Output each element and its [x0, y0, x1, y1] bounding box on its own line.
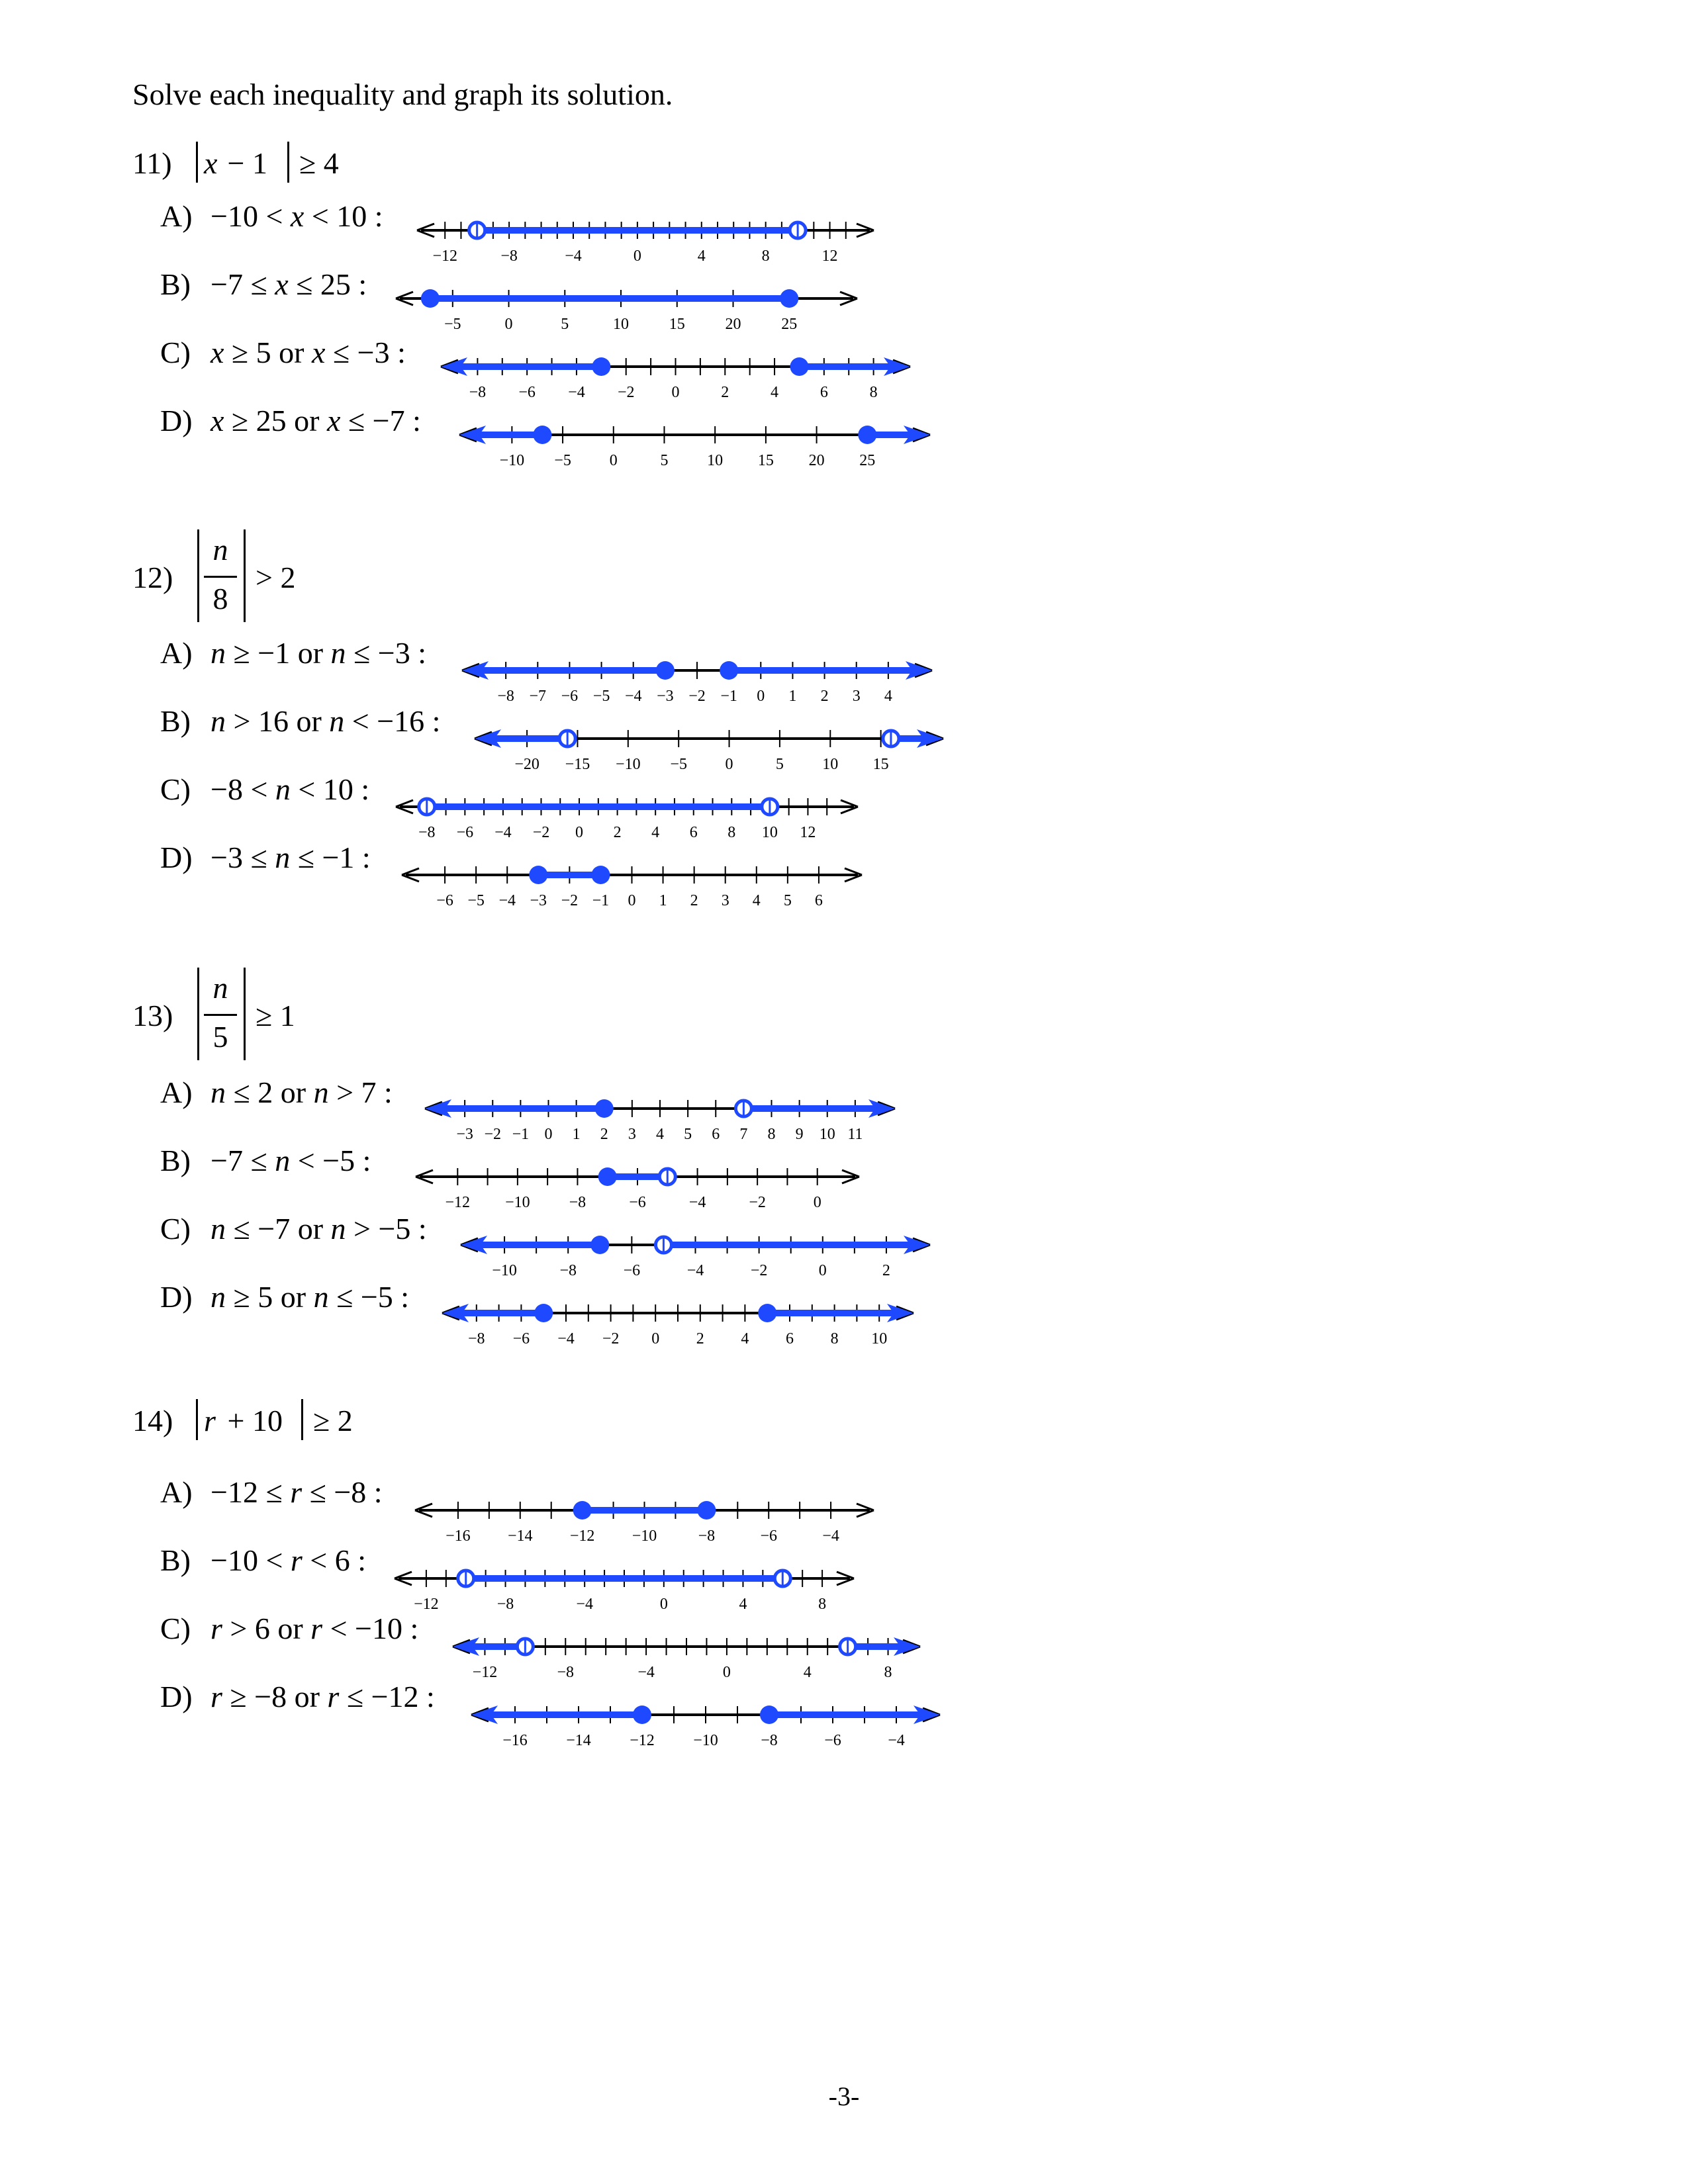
- tick-label: −16: [502, 1732, 528, 1749]
- tick-label: −2: [602, 1330, 620, 1347]
- tick-label: 2: [600, 1126, 608, 1143]
- tick-label: 5: [684, 1126, 692, 1143]
- closed-endpoint: [720, 661, 738, 680]
- tick-label: −3: [530, 892, 547, 909]
- answer-choice-b[interactable]: [160, 704, 440, 739]
- tick-label: 0: [659, 1596, 668, 1613]
- tick-label: −12: [445, 1194, 471, 1211]
- choice-inequality: n ≤ 2 or n > 7 :: [211, 1075, 393, 1109]
- tick-label: −8: [497, 688, 514, 705]
- closed-endpoint: [592, 357, 610, 376]
- tick-label: −1: [720, 688, 737, 705]
- choice-letter: C): [160, 772, 191, 806]
- tick-label: 1: [572, 1126, 581, 1143]
- tick-label: −8: [559, 1262, 577, 1279]
- closed-endpoint: [598, 1167, 617, 1186]
- tick-label: −4: [565, 248, 582, 265]
- closed-endpoint: [633, 1706, 651, 1724]
- choice-letter: C): [160, 1612, 191, 1645]
- tick-label: 0: [504, 316, 513, 333]
- tick-label: 5: [775, 756, 784, 773]
- number-line: [405, 1089, 915, 1142]
- choice-letter: D): [160, 404, 193, 437]
- problem-number: 13): [132, 999, 173, 1032]
- abs-bar-left: [197, 529, 199, 622]
- tick-label: −15: [565, 756, 590, 773]
- tick-label: 8: [818, 1596, 827, 1613]
- number-line: [421, 347, 930, 400]
- tick-label: 1: [788, 688, 797, 705]
- tick-label: 5: [783, 892, 792, 909]
- choice-letter: D): [160, 1280, 193, 1314]
- answer-choice-c[interactable]: [160, 335, 406, 370]
- tick-label: −6: [512, 1330, 530, 1347]
- tick-label: −8: [761, 1732, 778, 1749]
- tick-label: 0: [628, 892, 636, 909]
- answer-choice-a[interactable]: [160, 1475, 383, 1510]
- tick-label: 25: [859, 452, 876, 469]
- tick-label: −10: [492, 1262, 517, 1279]
- tick-label: 2: [696, 1330, 704, 1347]
- tick-label: −2: [532, 824, 550, 841]
- fraction-bar: [204, 1014, 237, 1016]
- tick-label: −6: [760, 1527, 777, 1545]
- tick-label: 0: [575, 824, 584, 841]
- tick-label: 3: [721, 892, 729, 909]
- tick-label: −5: [670, 756, 687, 773]
- tick-label: 9: [795, 1126, 804, 1143]
- closed-endpoint: [590, 1236, 609, 1254]
- tick-label: 12: [800, 824, 816, 841]
- variable: x: [204, 146, 218, 180]
- choice-inequality: −3 ≤ n ≤ −1 :: [211, 841, 371, 874]
- tick-label: 0: [651, 1330, 660, 1347]
- tick-label: −8: [698, 1527, 716, 1545]
- tick-label: −2: [617, 384, 635, 401]
- tick-label: 8: [830, 1330, 839, 1347]
- tick-label: −12: [414, 1596, 439, 1613]
- relation: ≥ 1: [256, 999, 295, 1032]
- tick-label: 10: [819, 1126, 835, 1143]
- tick-label: 0: [818, 1262, 827, 1279]
- tick-label: 15: [669, 316, 685, 333]
- tick-label: 0: [544, 1126, 553, 1143]
- fraction-bar: [204, 576, 237, 578]
- choice-inequality: −8 < n < 10 :: [211, 772, 370, 806]
- abs-bar-right: [244, 529, 246, 622]
- choice-inequality: r > 6 or r < −10 :: [211, 1612, 419, 1645]
- tick-label: −12: [432, 248, 457, 265]
- closed-endpoint: [656, 661, 675, 680]
- problem-number: 14): [132, 1404, 173, 1437]
- tick-label: −4: [822, 1527, 839, 1545]
- closed-endpoint: [591, 866, 610, 884]
- tick-label: 6: [712, 1126, 720, 1143]
- tick-label: −4: [686, 1262, 704, 1279]
- answer-choice-b[interactable]: [160, 267, 367, 302]
- abs-bar-right: [244, 968, 246, 1060]
- tick-label: −2: [749, 1194, 766, 1211]
- closed-endpoint: [534, 1304, 553, 1322]
- page-number: -3-: [828, 2081, 860, 2111]
- choice-letter: C): [160, 1212, 191, 1246]
- tick-label: −7: [529, 688, 547, 705]
- tick-label: −10: [616, 756, 641, 773]
- closed-endpoint: [697, 1501, 716, 1520]
- tick-label: 0: [813, 1194, 821, 1211]
- tick-label: −6: [436, 892, 453, 909]
- choice-letter: B): [160, 267, 191, 301]
- numerator: n: [212, 971, 228, 1005]
- tick-label: −8: [569, 1194, 586, 1211]
- tick-label: 8: [884, 1664, 892, 1681]
- abs-bar-left: [197, 968, 199, 1060]
- tick-label: 4: [651, 824, 660, 841]
- tick-label: −20: [514, 756, 539, 773]
- tick-label: 5: [561, 316, 569, 333]
- number-line: [375, 1559, 874, 1612]
- tick-label: 4: [656, 1126, 664, 1143]
- tick-label: −1: [592, 892, 610, 909]
- tick-label: 3: [852, 688, 861, 705]
- tick-label: 6: [689, 824, 698, 841]
- tick-label: 6: [820, 384, 828, 401]
- choice-letter: A): [160, 1075, 193, 1109]
- choice-inequality: −7 ≤ x ≤ 25 :: [211, 267, 367, 301]
- answer-choice-c[interactable]: [160, 772, 369, 807]
- number-line: [396, 1157, 879, 1210]
- tick-label: −5: [444, 316, 461, 333]
- tick-label: −5: [592, 688, 610, 705]
- closed-endpoint: [780, 289, 798, 308]
- tick-label: −10: [693, 1732, 718, 1749]
- number-line: [441, 1225, 950, 1278]
- tick-label: 2: [820, 688, 829, 705]
- tick-label: −16: [445, 1527, 471, 1545]
- tick-label: −6: [518, 384, 536, 401]
- tick-label: −8: [500, 248, 518, 265]
- choice-letter: A): [160, 199, 193, 233]
- tick-label: 2: [690, 892, 698, 909]
- relation: ≥ 4: [299, 146, 339, 180]
- choice-inequality: x ≥ 25 or x ≤ −7 :: [211, 404, 421, 437]
- choice-letter: A): [160, 1475, 193, 1509]
- choice-letter: B): [160, 704, 191, 738]
- tick-label: 20: [725, 316, 741, 333]
- instructions: Solve each inequality and graph its solution.: [132, 77, 673, 111]
- tick-label: 11: [847, 1126, 863, 1143]
- choice-inequality: n ≤ −7 or n > −5 :: [211, 1212, 427, 1246]
- choice-letter: B): [160, 1144, 191, 1177]
- tick-label: −2: [688, 688, 706, 705]
- numerator: n: [212, 533, 228, 567]
- tick-label: −2: [561, 892, 579, 909]
- choice-letter: D): [160, 1680, 193, 1713]
- tick-label: −12: [472, 1664, 498, 1681]
- tick-label: 10: [613, 316, 630, 333]
- answer-choice-c[interactable]: [160, 1211, 427, 1246]
- abs-bar-left: [196, 142, 198, 183]
- tick-label: 10: [761, 824, 778, 841]
- number-line: [455, 719, 963, 772]
- tick-label: −8: [469, 384, 487, 401]
- closed-endpoint: [858, 426, 876, 444]
- tick-label: 10: [707, 452, 724, 469]
- fraction: [204, 529, 237, 622]
- closed-endpoint: [573, 1501, 592, 1520]
- answer-choice-d[interactable]: [160, 1279, 409, 1314]
- answer-choice-b[interactable]: [160, 1143, 371, 1178]
- tick-label: 15: [757, 452, 774, 469]
- tick-label: −4: [498, 892, 516, 909]
- closed-endpoint: [533, 426, 551, 444]
- tick-label: 8: [727, 824, 736, 841]
- number-line: [442, 651, 952, 704]
- tick-label: −6: [623, 1262, 641, 1279]
- tick-label: −4: [888, 1732, 905, 1749]
- tick-label: −12: [569, 1527, 595, 1545]
- abs-bar-left: [196, 1399, 198, 1440]
- tick-label: 8: [869, 384, 878, 401]
- tick-label: −6: [561, 688, 579, 705]
- tick-label: −2: [484, 1126, 502, 1143]
- answer-choice-d[interactable]: [160, 403, 421, 438]
- number-line: [376, 787, 878, 840]
- tick-label: −8: [496, 1596, 514, 1613]
- tick-label: −4: [557, 1330, 575, 1347]
- tick-label: −6: [629, 1194, 646, 1211]
- tick-label: −10: [632, 1527, 657, 1545]
- choice-letter: A): [160, 636, 193, 670]
- denominator: 5: [212, 1020, 228, 1054]
- tick-label: −10: [499, 452, 525, 469]
- tick-label: −4: [494, 824, 512, 841]
- choice-inequality: x ≥ 5 or x ≤ −3 :: [211, 336, 406, 369]
- answer-choice-b[interactable]: [160, 1543, 366, 1578]
- closed-endpoint: [529, 866, 547, 884]
- answer-choice-d[interactable]: [160, 840, 371, 875]
- tick-label: −8: [468, 1330, 485, 1347]
- tick-label: 0: [725, 756, 733, 773]
- denominator: 8: [212, 582, 228, 615]
- tick-label: −10: [505, 1194, 530, 1211]
- tick-label: 4: [697, 248, 706, 265]
- tick-label: 0: [722, 1664, 731, 1681]
- choice-letter: D): [160, 841, 193, 874]
- tick-label: 4: [771, 384, 779, 401]
- closed-endpoint: [758, 1304, 776, 1322]
- number-line: [376, 279, 877, 332]
- tick-label: −12: [630, 1732, 655, 1749]
- number-line: [422, 1293, 933, 1346]
- tick-label: 12: [821, 248, 838, 265]
- tick-label: 10: [822, 756, 839, 773]
- tick-label: 3: [628, 1126, 636, 1143]
- tick-label: −3: [456, 1126, 473, 1143]
- tick-label: −6: [456, 824, 474, 841]
- choice-inequality: −10 < x < 10 :: [211, 199, 383, 233]
- answer-choice-a[interactable]: [160, 635, 426, 670]
- choice-inequality: r ≥ −8 or r ≤ −12 :: [211, 1680, 435, 1713]
- choice-inequality: −12 ≤ r ≤ −8 :: [211, 1475, 383, 1509]
- problem-number: 11): [132, 146, 172, 180]
- number-line: [440, 415, 950, 468]
- closed-endpoint: [790, 357, 808, 376]
- tick-label: 0: [609, 452, 618, 469]
- answer-choice-a[interactable]: [160, 1075, 393, 1110]
- tick-label: −8: [418, 824, 436, 841]
- tick-label: −8: [557, 1664, 575, 1681]
- tick-label: 4: [803, 1664, 812, 1681]
- abs-inner: − 1: [220, 146, 267, 180]
- tick-label: 5: [660, 452, 669, 469]
- choice-inequality: n ≥ 5 or n ≤ −5 :: [211, 1280, 410, 1314]
- number-line: [395, 1490, 894, 1543]
- tick-label: −4: [637, 1664, 655, 1681]
- tick-label: −14: [566, 1732, 591, 1749]
- choice-letter: B): [160, 1543, 191, 1577]
- choice-inequality: −7 ≤ n < −5 :: [211, 1144, 371, 1177]
- tick-label: 8: [761, 248, 770, 265]
- tick-label: 4: [752, 892, 761, 909]
- problem-number: 12): [132, 561, 173, 594]
- tick-label: −4: [568, 384, 585, 401]
- tick-label: 20: [808, 452, 825, 469]
- number-line: [382, 855, 882, 908]
- tick-label: −4: [624, 688, 642, 705]
- tick-label: −2: [750, 1262, 768, 1279]
- answer-choice-a[interactable]: [160, 199, 383, 234]
- answer-choice-d[interactable]: [160, 1679, 435, 1714]
- tick-label: 0: [633, 248, 641, 265]
- choice-inequality: n > 16 or n < −16 :: [211, 704, 441, 738]
- tick-label: −4: [688, 1194, 706, 1211]
- tick-label: −1: [512, 1126, 530, 1143]
- relation: > 2: [256, 561, 296, 594]
- closed-endpoint: [760, 1706, 778, 1724]
- tick-label: −6: [824, 1732, 841, 1749]
- tick-label: 0: [757, 688, 765, 705]
- tick-label: 15: [872, 756, 889, 773]
- number-line: [451, 1695, 960, 1748]
- variable: r: [204, 1404, 216, 1437]
- abs-bar-right: [287, 142, 289, 183]
- tick-label: −5: [554, 452, 571, 469]
- tick-label: −3: [657, 688, 674, 705]
- tick-label: 7: [739, 1126, 748, 1143]
- closed-endpoint: [421, 289, 440, 308]
- closed-endpoint: [595, 1099, 614, 1118]
- tick-label: 25: [781, 316, 798, 333]
- number-line: [397, 210, 894, 263]
- abs-bar-right: [301, 1399, 303, 1440]
- tick-label: −4: [576, 1596, 593, 1613]
- tick-label: 6: [814, 892, 823, 909]
- tick-label: 2: [613, 824, 622, 841]
- answer-choice-c[interactable]: [160, 1611, 418, 1646]
- tick-label: 8: [767, 1126, 776, 1143]
- tick-label: 4: [884, 688, 892, 705]
- choice-letter: C): [160, 336, 191, 369]
- tick-label: 4: [741, 1330, 749, 1347]
- abs-inner: + 10: [220, 1404, 283, 1437]
- tick-label: 0: [671, 384, 680, 401]
- tick-label: 2: [882, 1262, 890, 1279]
- number-line: [433, 1627, 940, 1680]
- fraction: [204, 968, 237, 1060]
- tick-label: 4: [739, 1596, 747, 1613]
- relation: ≥ 2: [313, 1404, 353, 1437]
- tick-label: 6: [786, 1330, 794, 1347]
- choice-inequality: −10 < r < 6 :: [211, 1543, 367, 1577]
- tick-label: 10: [871, 1330, 888, 1347]
- tick-label: 1: [659, 892, 667, 909]
- tick-label: −5: [467, 892, 485, 909]
- tick-label: 2: [721, 384, 729, 401]
- tick-label: −14: [508, 1527, 533, 1545]
- choice-inequality: n ≥ −1 or n ≤ −3 :: [211, 636, 426, 670]
